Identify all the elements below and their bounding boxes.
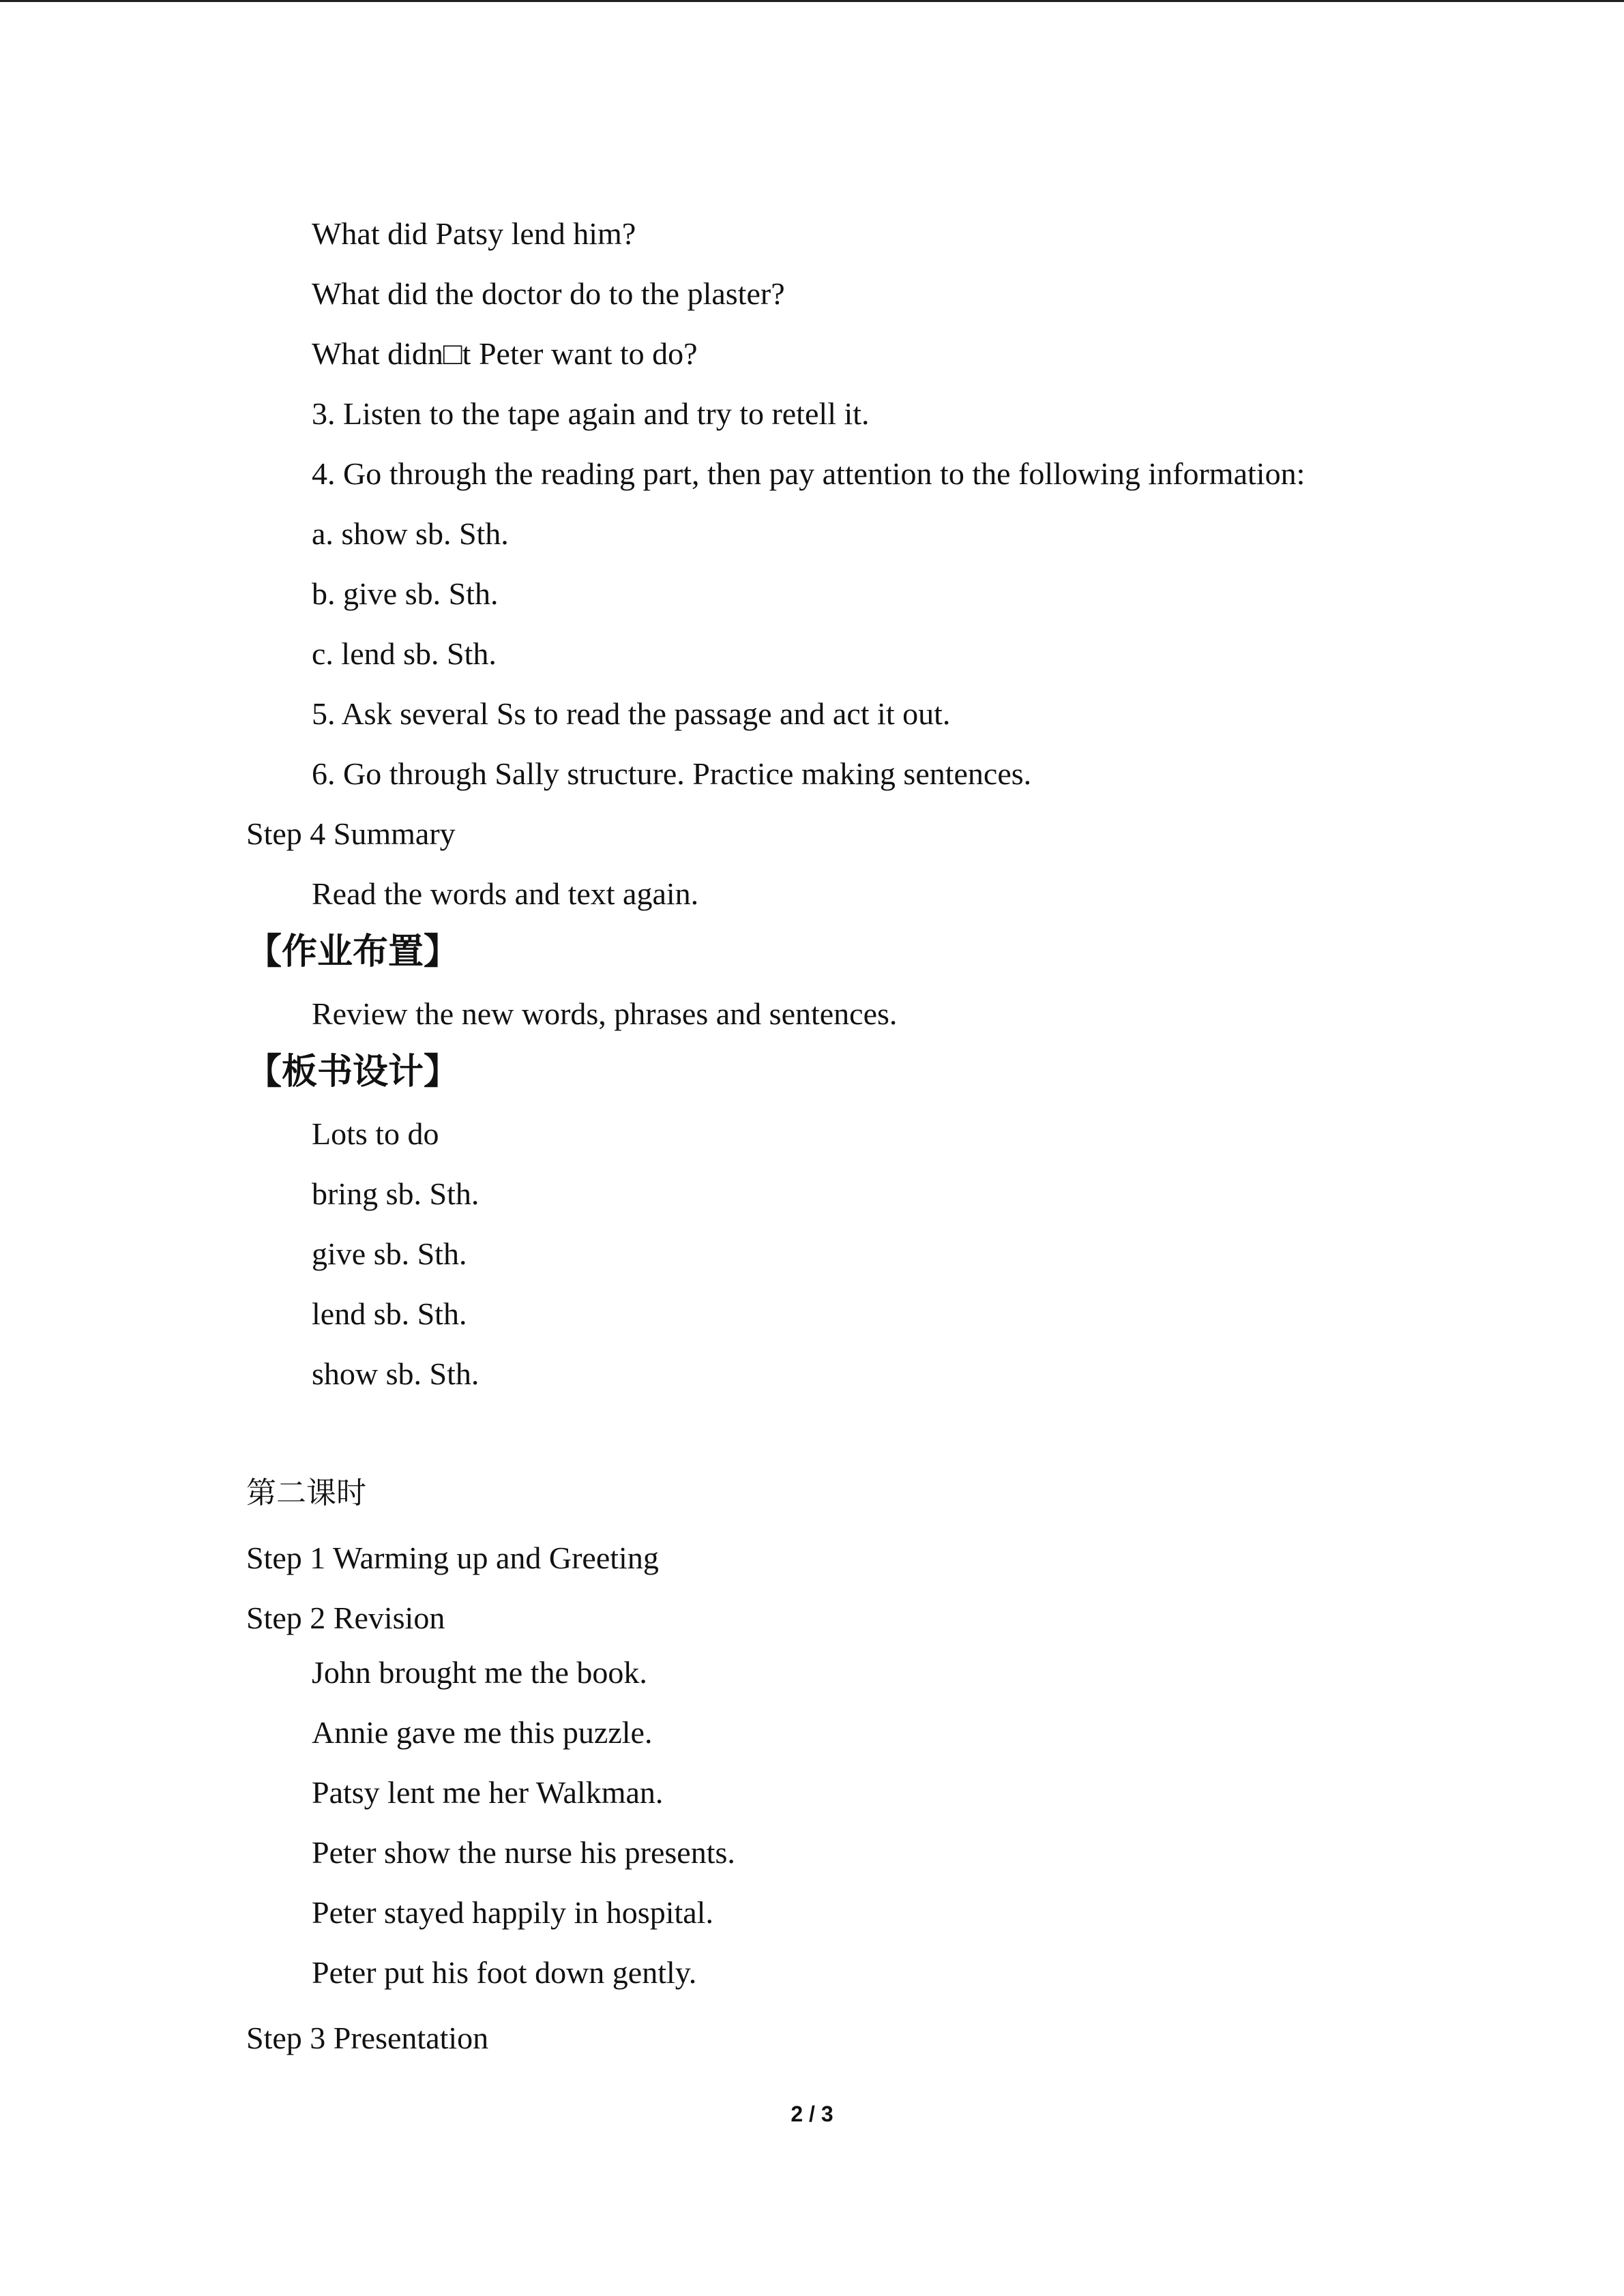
question-line: What did Patsy lend him?	[312, 216, 636, 251]
activity-line: 4. Go through the reading part, then pay attention to the following information:	[312, 456, 1305, 491]
board-item: lend sb. Sth.	[312, 1296, 467, 1331]
lesson2-step2: Step 2 Revision	[246, 1600, 445, 1635]
revision-sentence: Peter stayed happily in hospital.	[312, 1895, 713, 1930]
step4-text: Read the words and text again.	[312, 876, 699, 911]
question-line: What didn□t Peter want to do?	[312, 336, 698, 371]
revision-sentence: Patsy lent me her Walkman.	[312, 1775, 664, 1810]
question-line: What did the doctor do to the plaster?	[312, 276, 785, 311]
phrase-line: b. give sb. Sth.	[312, 576, 499, 611]
page-number: 2 / 3	[791, 2102, 833, 2126]
revision-sentence: Annie gave me this puzzle.	[312, 1715, 653, 1750]
lesson2-title: 第二课时	[246, 1476, 366, 1510]
board-item: give sb. Sth.	[312, 1236, 467, 1271]
board-heading: 【板书设计】	[246, 1052, 460, 1092]
board-item: Lots to do	[312, 1116, 439, 1151]
board-item: bring sb. Sth.	[312, 1176, 479, 1211]
activity-line: 3. Listen to the tape again and try to retell it.	[312, 396, 870, 431]
top-border	[0, 0, 1624, 2]
revision-sentence: Peter put his foot down gently.	[312, 1955, 697, 1990]
activity-line: 6. Go through Sally structure. Practice making sentences.	[312, 756, 1032, 791]
step4-title: Step 4 Summary	[246, 816, 456, 851]
homework-text: Review the new words, phrases and sentences.	[312, 996, 898, 1031]
lesson2-step3: Step 3 Presentation	[246, 2021, 489, 2055]
homework-heading: 【作业布置】	[246, 931, 460, 972]
activity-line: 5. Ask several Ss to read the passage and act it out.	[312, 696, 951, 731]
board-item: show sb. Sth.	[312, 1356, 479, 1391]
lesson2-step1: Step 1 Warming up and Greeting	[246, 1540, 659, 1575]
revision-sentence: Peter show the nurse his presents.	[312, 1835, 735, 1870]
phrase-line: c. lend sb. Sth.	[312, 636, 497, 671]
phrase-line: a. show sb. Sth.	[312, 516, 509, 551]
revision-sentence: John brought me the book.	[312, 1655, 647, 1690]
